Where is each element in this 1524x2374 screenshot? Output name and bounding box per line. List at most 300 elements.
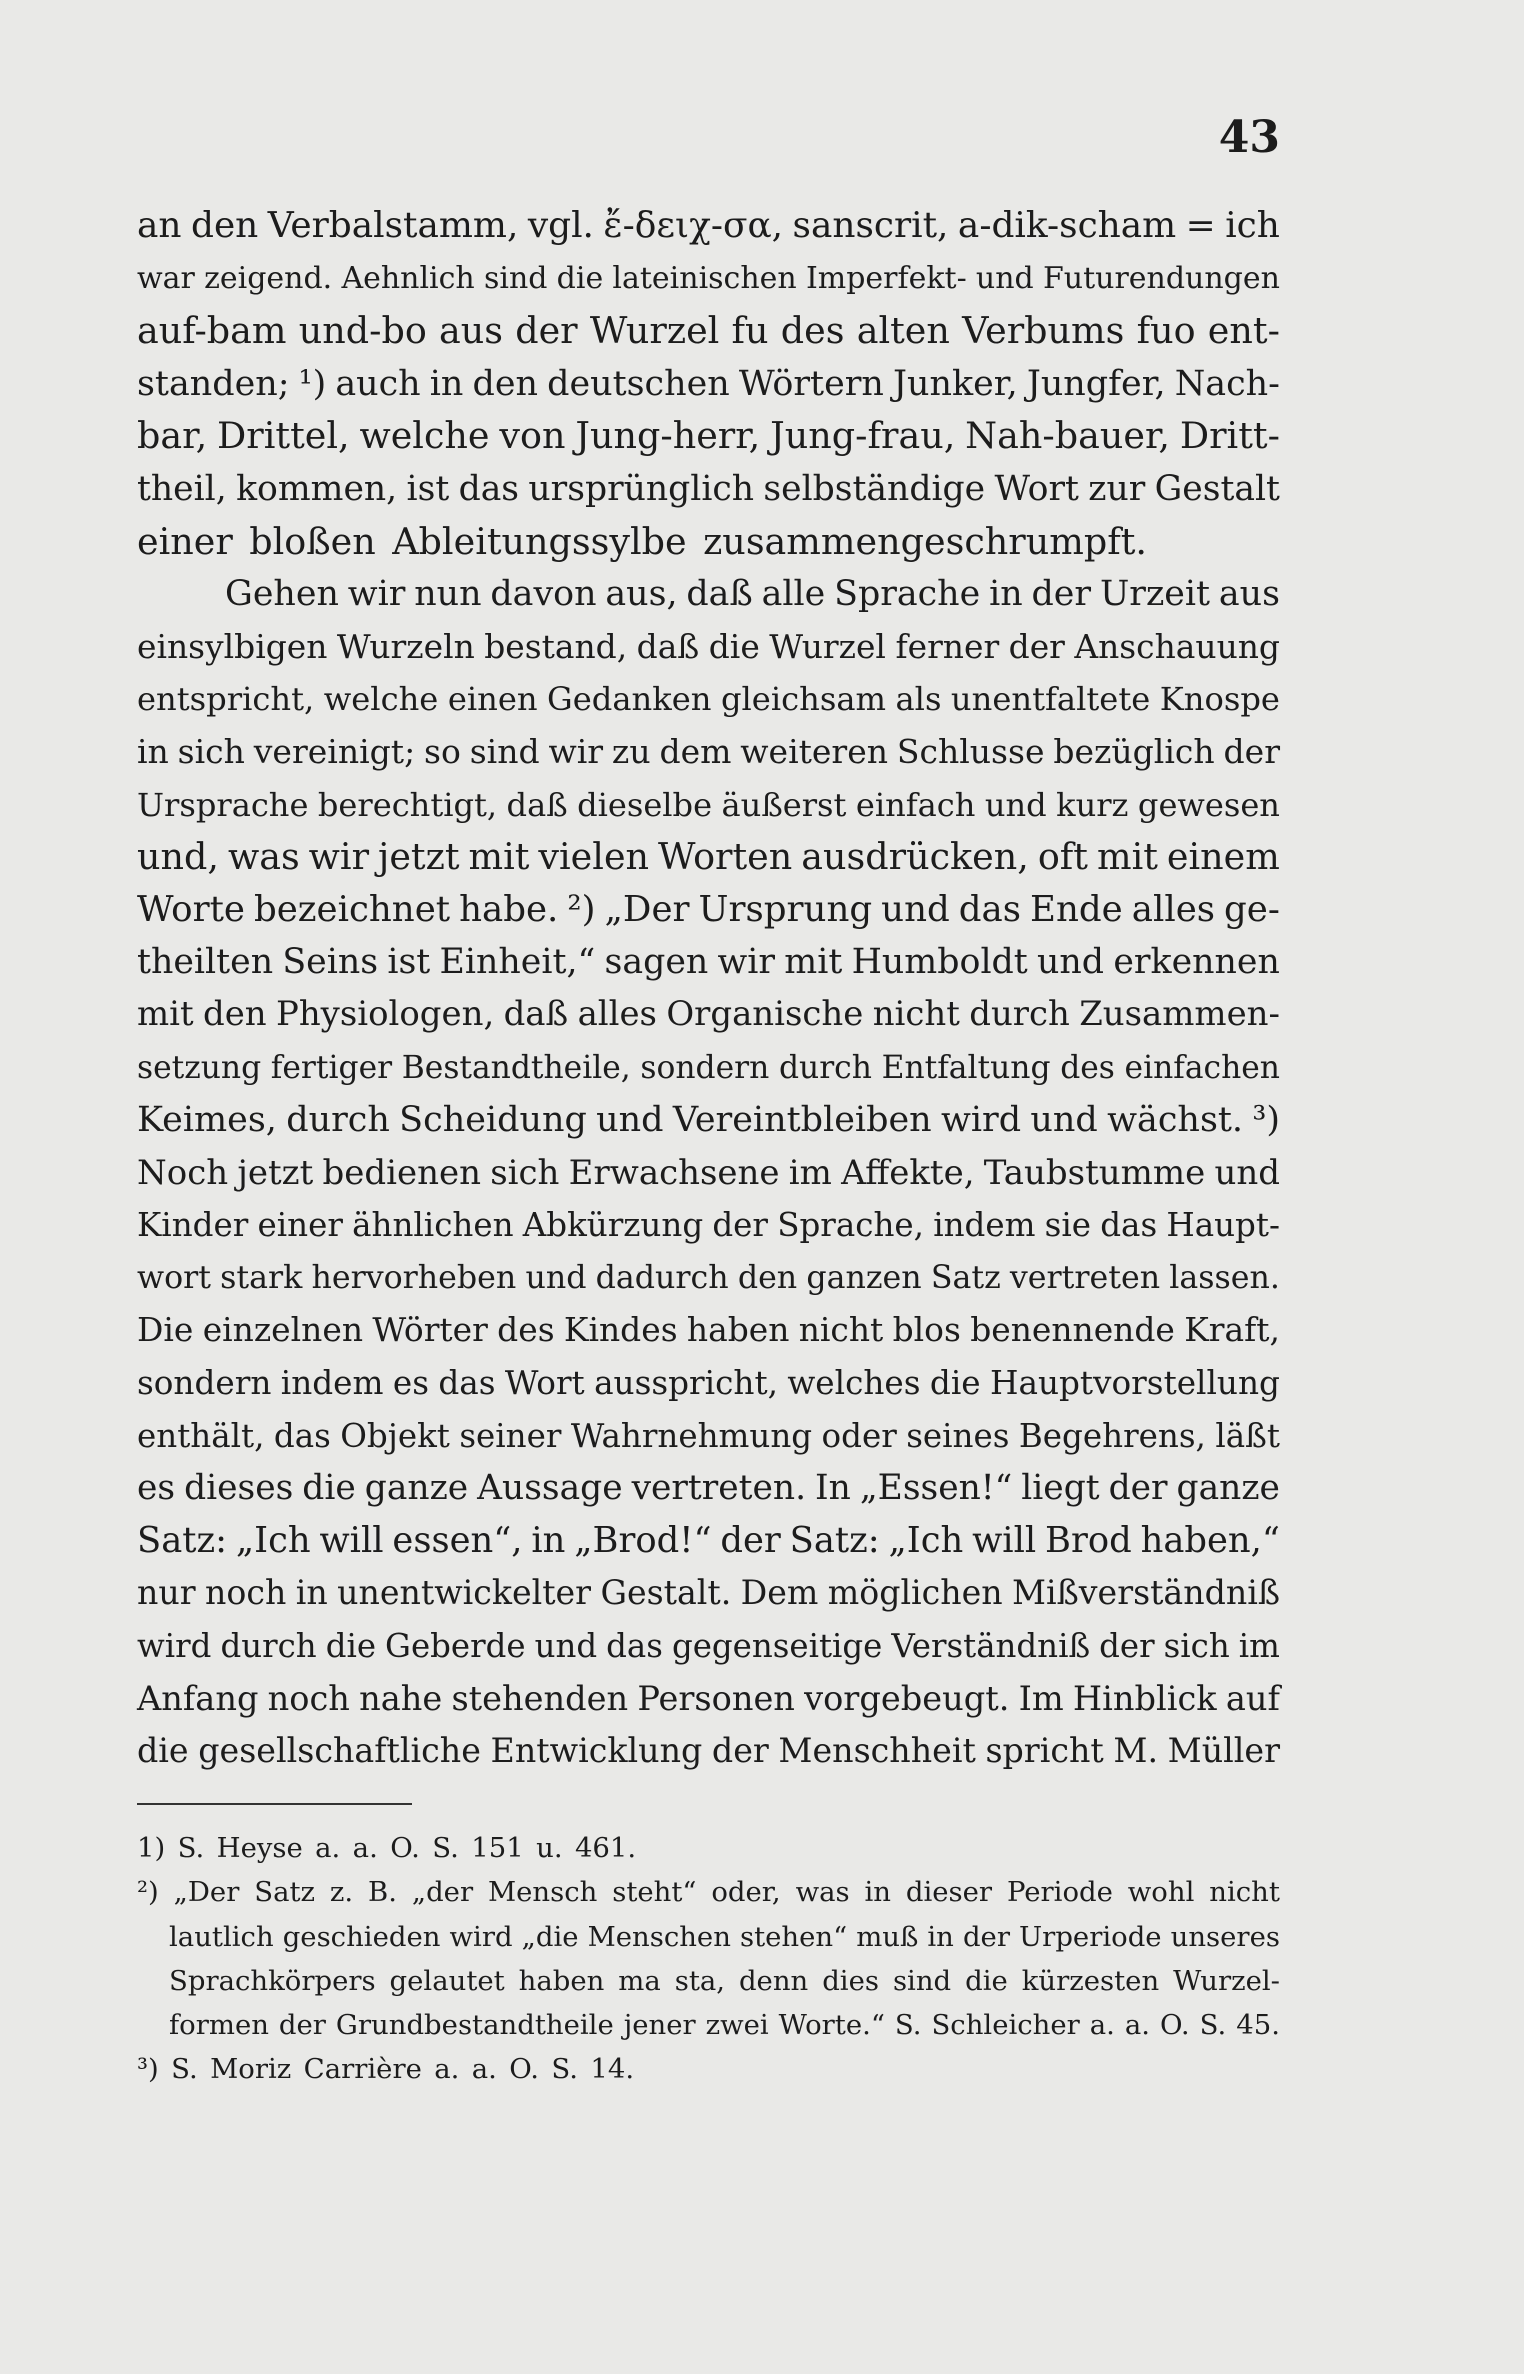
word: „Ich [235, 1519, 311, 1561]
word: O. [509, 2053, 539, 2086]
word: Ursprache [137, 785, 309, 824]
word: Abkürzung [522, 1206, 704, 1245]
word: a. [352, 1832, 378, 1864]
word: dies [822, 1964, 879, 1997]
word: Scheidung [399, 1100, 587, 1141]
word: einzelnen [202, 1310, 363, 1350]
word: denn [738, 1964, 809, 1997]
word: will [319, 1519, 384, 1561]
word: ist [387, 942, 431, 983]
word: ma [618, 1964, 661, 1997]
word: fertiger [270, 1049, 393, 1086]
word: Wort [994, 468, 1079, 509]
word: indem [280, 1364, 384, 1403]
word: die [965, 1964, 1008, 1997]
word: nicht [872, 994, 960, 1034]
word: Satz: [789, 1519, 880, 1561]
word: berechtigt, [317, 785, 498, 824]
page-number: 43 [1218, 112, 1280, 163]
word: äußerst [721, 785, 847, 824]
word: der [278, 2009, 326, 2042]
word: fuo [1136, 309, 1196, 353]
word: ausspricht, [594, 1364, 778, 1403]
word: gelautet [389, 1964, 505, 1997]
word: Einheit,“ [439, 942, 596, 983]
word: Verbums [962, 309, 1125, 353]
word: weiteren [740, 731, 889, 771]
word: Taubstumme [983, 1152, 1206, 1193]
word: es [137, 1468, 176, 1509]
word: Futurendungen [1042, 260, 1280, 296]
word: ähnlichen [352, 1206, 514, 1245]
text-line [137, 1147, 1280, 1200]
word: ἔ-δειχ-σα, [603, 205, 784, 246]
word: sondern [640, 1049, 770, 1086]
word: der [1223, 731, 1280, 771]
word: Knospe [1159, 680, 1280, 719]
word: steht“ [612, 1876, 697, 1909]
word: in [429, 363, 464, 404]
word: davon [490, 574, 597, 615]
word: als [895, 680, 942, 719]
word: Sprache [834, 574, 981, 615]
word: Jung-herr, [575, 414, 761, 458]
word: stark [220, 1259, 303, 1296]
word: lateinischen [612, 260, 797, 296]
word: Gestalt [1154, 468, 1280, 509]
word: Jung-frau, [770, 414, 956, 458]
word: unentwickelter [337, 1573, 592, 1613]
text-line [137, 1462, 1280, 1515]
word: standen; [137, 363, 290, 404]
word: Urzeit [1099, 574, 1211, 615]
word: S. [894, 2009, 922, 2042]
word: sich [490, 1152, 560, 1193]
word: mit [1096, 835, 1158, 879]
word: sta, [674, 1964, 726, 1997]
text-line [137, 463, 1280, 516]
word: gegenseitige [671, 1627, 883, 1666]
word: daß [686, 574, 753, 615]
word: „Der [173, 1876, 240, 1909]
word: und [1037, 942, 1105, 983]
word: mit [468, 835, 530, 879]
word: Menschen [587, 1920, 731, 1953]
word: wird [137, 1627, 212, 1666]
word: des [1060, 1049, 1115, 1086]
word: Objekt [340, 1416, 450, 1455]
word: oder [821, 1416, 897, 1455]
word: die [929, 1364, 981, 1403]
word: vgl. [527, 205, 594, 246]
word: alles [1131, 888, 1216, 930]
word: Worte [137, 888, 245, 930]
word: Wurzeln [336, 626, 475, 666]
footnotes [137, 1826, 1280, 2092]
word: von [499, 414, 566, 458]
word: lassen. [1169, 1259, 1280, 1296]
text-line [137, 673, 1280, 726]
word: Dem [740, 1573, 819, 1613]
word: Entwicklung [490, 1731, 703, 1771]
word: sie [1044, 1206, 1092, 1245]
word: hervorheben [311, 1259, 517, 1296]
word: der [712, 1206, 768, 1245]
word: der [720, 1519, 781, 1561]
word: der [711, 1731, 769, 1771]
word: es [392, 1364, 429, 1403]
word: Bestandtheile, [401, 1049, 631, 1086]
word: ²) [567, 888, 596, 930]
word: Satz [930, 1259, 1001, 1296]
word: den [472, 363, 539, 404]
text-line [137, 305, 1280, 358]
word: wir [717, 942, 776, 983]
text-line [137, 1042, 1280, 1095]
text-line [137, 1725, 1280, 1778]
word: alle [761, 574, 826, 615]
word: formen [169, 2009, 269, 2042]
word: Junker, [893, 363, 1018, 404]
word: Kinder [137, 1206, 249, 1245]
word: bloßen [249, 519, 376, 563]
word: die [556, 260, 604, 296]
word: zu [611, 731, 651, 771]
word: Hauptvorstellung [990, 1364, 1280, 1403]
word: zusammengeschrumpft. [703, 519, 1147, 563]
word: durch [969, 994, 1070, 1034]
word: gesellschaftliche [198, 1731, 481, 1771]
word: möglichen [827, 1573, 1003, 1613]
word: ¹) [298, 363, 327, 404]
text-line [137, 726, 1280, 779]
word: in [864, 1876, 891, 1909]
word: Erwachsene [568, 1152, 780, 1193]
word: stehen“ [739, 1920, 848, 1953]
word: nicht [798, 1310, 884, 1350]
word: „Der [604, 888, 690, 930]
word: wort [137, 1259, 212, 1296]
word: vereinigt; [253, 731, 416, 771]
text-line [137, 1620, 1280, 1673]
word: der [1008, 626, 1065, 666]
word: und [1214, 1152, 1280, 1193]
word: Wurzel [589, 309, 720, 353]
text-line [137, 989, 1280, 1042]
word: bedienen [322, 1152, 481, 1193]
word: Drittel, [217, 414, 350, 458]
word: sind [469, 731, 540, 771]
word: 45. [1236, 2009, 1280, 2042]
word: Gehen [225, 574, 339, 615]
word: Kindes [563, 1310, 678, 1350]
word: einem [1166, 835, 1280, 879]
text-line [137, 1673, 1280, 1726]
word: Imperfekt- [805, 260, 967, 296]
word: und [534, 1627, 598, 1666]
word: Sprachkörpers [169, 1964, 376, 1997]
word: bezüglich [1053, 731, 1215, 771]
word: ist [406, 468, 450, 509]
word: alten [856, 309, 950, 353]
word: a. [1089, 2009, 1115, 2042]
word: das [958, 888, 1022, 930]
word: Haupt- [1166, 1206, 1280, 1245]
text-line [137, 1515, 1280, 1568]
word: im [788, 1152, 832, 1193]
word: vertreten [1009, 1259, 1161, 1296]
word: Geberde [385, 1627, 526, 1666]
word: einfachen [1124, 1049, 1280, 1086]
word: gleichsam [720, 680, 887, 719]
word: und [881, 888, 950, 930]
word: geschieden [282, 1920, 441, 1953]
word: „der [411, 1876, 474, 1909]
word: dadurch [595, 1259, 729, 1296]
word: essen“, [392, 1519, 523, 1561]
word: dieses [184, 1468, 294, 1509]
text-line [137, 1094, 1280, 1147]
word: ²) [137, 1876, 159, 1909]
word: Gedanken [547, 680, 712, 719]
word: Heyse [216, 1832, 303, 1864]
word: der [962, 1920, 1010, 1953]
word: ³) [1252, 1100, 1280, 1141]
word: Moriz [210, 2053, 292, 2086]
word: einer [257, 1206, 343, 1245]
word: unentfaltete [950, 680, 1151, 719]
word: Begehrens, [1018, 1416, 1206, 1455]
word: dem [659, 731, 732, 771]
word: läßt [1215, 1416, 1280, 1455]
word: welche [323, 680, 439, 719]
word: Grundbestandtheile [335, 2009, 614, 2042]
word: kommen, [236, 468, 398, 509]
word: in [531, 1519, 566, 1561]
body-text [137, 200, 1280, 1778]
word: oft [1037, 835, 1088, 879]
word: der [1099, 1627, 1155, 1666]
word: spricht [985, 1731, 1104, 1771]
word: die [137, 1731, 189, 1771]
word: Wörtern [738, 363, 884, 404]
word: deutschen [547, 363, 730, 404]
word: sind [483, 260, 548, 296]
word: seines [906, 1416, 1010, 1455]
word: und-bo [298, 309, 427, 353]
word: den [190, 205, 259, 246]
word: O. [390, 1832, 420, 1864]
word: 1) [137, 1832, 166, 1864]
word: sich [177, 731, 245, 771]
word: seiner [459, 1416, 562, 1455]
word: „Ich [888, 1519, 964, 1561]
word: daß [636, 626, 700, 666]
word: Wurzel [769, 626, 886, 666]
word: Seins [282, 942, 379, 983]
word: daß [506, 785, 568, 824]
word: fu [731, 309, 769, 353]
word: Zusammen- [1079, 994, 1280, 1034]
word: S. [1199, 2009, 1227, 2042]
word: war [137, 260, 195, 296]
word: ausdrücken, [801, 835, 1029, 879]
word: theilten [137, 942, 274, 983]
word: selbständige [763, 468, 986, 509]
word: z. [329, 1876, 354, 1909]
word: erkennen [1113, 942, 1280, 983]
word: vertreten. [631, 1468, 807, 1509]
word: sagen [604, 942, 709, 983]
word: nur [137, 1573, 196, 1613]
word: stehenden [451, 1678, 629, 1718]
word: enthält, [137, 1416, 265, 1455]
word: jener [623, 2009, 696, 2042]
word: a. [434, 2053, 460, 2086]
word: Organische [666, 994, 864, 1034]
word: und [525, 1259, 587, 1296]
word: das [458, 468, 520, 509]
text-line [137, 358, 1280, 411]
word: Worten [658, 835, 793, 879]
word: dieser [905, 1876, 993, 1909]
footnote-line [137, 2003, 1280, 2047]
word: Wort [504, 1364, 585, 1403]
text-line [137, 1252, 1280, 1305]
word: in [295, 1573, 328, 1613]
word: unseres [1170, 1920, 1280, 1953]
word: Brod [1045, 1519, 1132, 1561]
word: die [325, 1627, 377, 1666]
word: mit [137, 994, 194, 1034]
word: S. [171, 2053, 198, 2086]
word: Dritt- [1179, 414, 1280, 458]
word: ganze [364, 1468, 469, 1509]
word: zur [1088, 468, 1146, 509]
word: durch [220, 1627, 317, 1666]
word: habe. [459, 888, 559, 930]
word: a-dik-scham [957, 205, 1177, 246]
word: haben,“ [1140, 1519, 1280, 1561]
word: auch [335, 363, 421, 404]
footnote-line [137, 1959, 1280, 2003]
word: jetzt [378, 835, 460, 879]
word: alles [577, 994, 657, 1034]
word: = [1185, 205, 1216, 246]
word: bestand, [484, 626, 628, 666]
text-line [137, 253, 1280, 306]
word: ich [1225, 205, 1280, 246]
word: nicht [1209, 1876, 1280, 1909]
word: entspricht, [137, 680, 315, 719]
word: Sprache, [777, 1206, 925, 1245]
word: wir [548, 731, 604, 771]
word: und, [137, 835, 219, 879]
word: „Essen!“ [859, 1468, 1013, 1509]
word: das [1100, 1206, 1158, 1245]
text-line [137, 936, 1280, 989]
word: in [137, 731, 169, 771]
word: Menschheit [778, 1731, 976, 1771]
word: Jungfer, [1026, 363, 1166, 404]
word: Personen [637, 1678, 795, 1718]
word: einsylbigen [137, 626, 328, 666]
word: wir [308, 835, 370, 879]
word: u. [536, 1832, 563, 1864]
word: Kraft, [1184, 1310, 1280, 1350]
word: jetzt [237, 1152, 314, 1193]
word: aus [1218, 574, 1280, 615]
word: Schlusse [896, 731, 1045, 771]
text-line [137, 1199, 1280, 1252]
word: wird [940, 1100, 1022, 1141]
word: durch [286, 1100, 390, 1141]
word: indem [933, 1206, 1036, 1245]
word: welche [359, 414, 490, 458]
word: Humboldt [851, 942, 1028, 983]
word: noch [205, 1573, 287, 1613]
word: in [989, 574, 1023, 615]
word: nahe [359, 1678, 443, 1718]
word: und [984, 785, 1047, 824]
word: nun [414, 574, 482, 615]
footnote-separator [137, 1803, 412, 1805]
word: Gestalt. [600, 1573, 732, 1613]
word: Mißverständniß [1012, 1573, 1280, 1613]
word: Keimes, [137, 1100, 277, 1141]
word: 461. [574, 1832, 637, 1864]
word: sondern [137, 1364, 272, 1403]
word: durch [778, 1049, 872, 1086]
word: das [606, 1627, 663, 1666]
word: Vereintbleiben [672, 1100, 932, 1141]
text-line [137, 831, 1280, 884]
word: Nah-bauer, [965, 414, 1170, 458]
word: Im [1018, 1678, 1064, 1718]
word: will [972, 1519, 1037, 1561]
word: in [927, 1920, 954, 1953]
word: Anfang [137, 1678, 259, 1718]
word: Anschauung [1074, 626, 1280, 666]
word: den [737, 1259, 798, 1296]
word: ge- [1224, 888, 1280, 930]
word: mit [784, 942, 843, 983]
word: einen [447, 680, 538, 719]
text-line [137, 1304, 1280, 1357]
word: Aussage [477, 1468, 623, 1509]
word: 151 [471, 1832, 524, 1864]
word: was [227, 835, 300, 879]
word: an [137, 205, 182, 246]
word: welches [787, 1364, 921, 1403]
text-line [137, 1410, 1280, 1463]
word: kürzesten [1021, 1964, 1160, 1997]
word: Nach- [1174, 363, 1280, 404]
text-line [137, 1357, 1280, 1410]
word: ³) [137, 2053, 159, 2086]
word: ganzen [806, 1259, 922, 1296]
word: zwei [705, 2009, 769, 2042]
footnote-line [137, 1915, 1280, 1959]
word: benennende [970, 1310, 1175, 1350]
word: ferner [895, 626, 1000, 666]
word: Worte.“ [778, 2009, 885, 2042]
word: gewesen [1137, 785, 1280, 824]
word: O. [1160, 2009, 1190, 2042]
word: haben [518, 1964, 605, 1997]
word: sich [1163, 1627, 1230, 1666]
text-line [137, 779, 1280, 832]
